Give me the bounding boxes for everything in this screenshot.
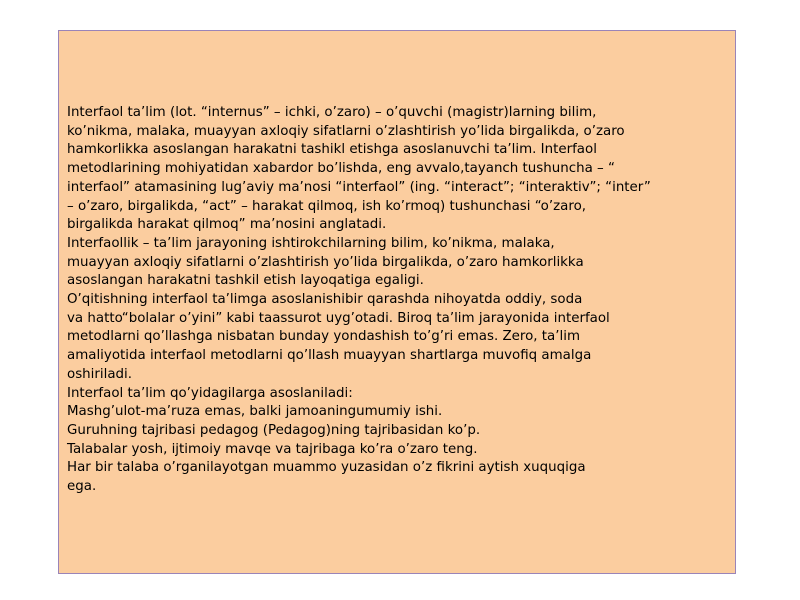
text-line-8: Interfaollik – ta’lim jarayoning ishtirokchilarning bilim, ko’nikma, malaka, <box>67 235 555 251</box>
text-box[interactable] <box>58 30 736 574</box>
text-line-19: Talabalar yosh, ijtimoiy mavqe va tajribaga ko’ra o’zaro teng. <box>67 441 478 457</box>
text-line-21: ega. <box>67 479 97 495</box>
text-line-13: metodlarni qo’llashga nisbatan bunday yondashish to’g’ri emas. Zero, ta’lim <box>67 329 581 345</box>
text-line-14: amaliyotida interfaol metodlarni qo’llash muayyan shartlarga muvofiq amalga <box>67 348 592 364</box>
text-line-6: – o’zaro, birgalikda, “act” – harakat qilmoq, ish ko’rmoq) tushunchasi “o’zaro, <box>67 198 587 214</box>
text-line-17: Mashg’ulot-ma’ruza emas, balki jamoaningumumiy ishi. <box>67 404 443 420</box>
text-line-9: muayyan axloqiy sifatlarni o’zlashtirish yo’lida birgalikda, o’zaro hamkorlikka <box>67 254 584 270</box>
text-line-7: birgalikda harakat qilmoq” ma’nosini anglatadi. <box>67 217 387 233</box>
text-line-5: interfaol” atamasining lug’aviy ma’nosi “interfaol” (ing. “interact”; “interaktiv”; “inter” <box>67 179 651 195</box>
text-line-12: va hatto“bolalar o’yini” kabi taassurot uyg’otadi. Biroq ta’lim jarayonida interfaol <box>67 310 610 326</box>
text-line-11: O’qitishning interfaol ta’limga asoslanishibir qarashda nihoyatda oddiy, soda <box>67 292 583 308</box>
text-line-18: Guruhning tajribasi pedagog (Pedagog)ning tajribasidan ko’p. <box>67 422 481 438</box>
text-line-15: oshiriladi. <box>67 366 133 382</box>
body-text <box>67 104 731 497</box>
text-line-20: Har bir talaba o’rganilayotgan muammo yuzasidan o’z fikrini aytish xuquqiga <box>67 460 586 476</box>
text-line-4: metodlarining mohiyatidan xabardor bo’lishda, eng avvalo,tayanch tushuncha – “ <box>67 161 615 177</box>
text-line-2: ko’nikma, malaka, muayyan axloqiy sifatlarni o’zlashtirish yo’lida birgalikda, o’zaro <box>67 123 625 139</box>
text-line-10: asoslangan harakatni tashkil etish layoqatiga egaligi. <box>67 273 424 289</box>
text-line-16: Interfaol ta’lim qo’yidagilarga asoslaniladi: <box>67 385 353 401</box>
text-line-1: Interfaol ta’lim (lot. “internus” – ichki, o’zaro) – o’quvchi (magistr)larning bilim, <box>67 105 597 120</box>
text-line-3: hamkorlikka asoslangan harakatni tashikl etishga asoslanuvchi ta’lim. Interfaol <box>67 142 597 158</box>
